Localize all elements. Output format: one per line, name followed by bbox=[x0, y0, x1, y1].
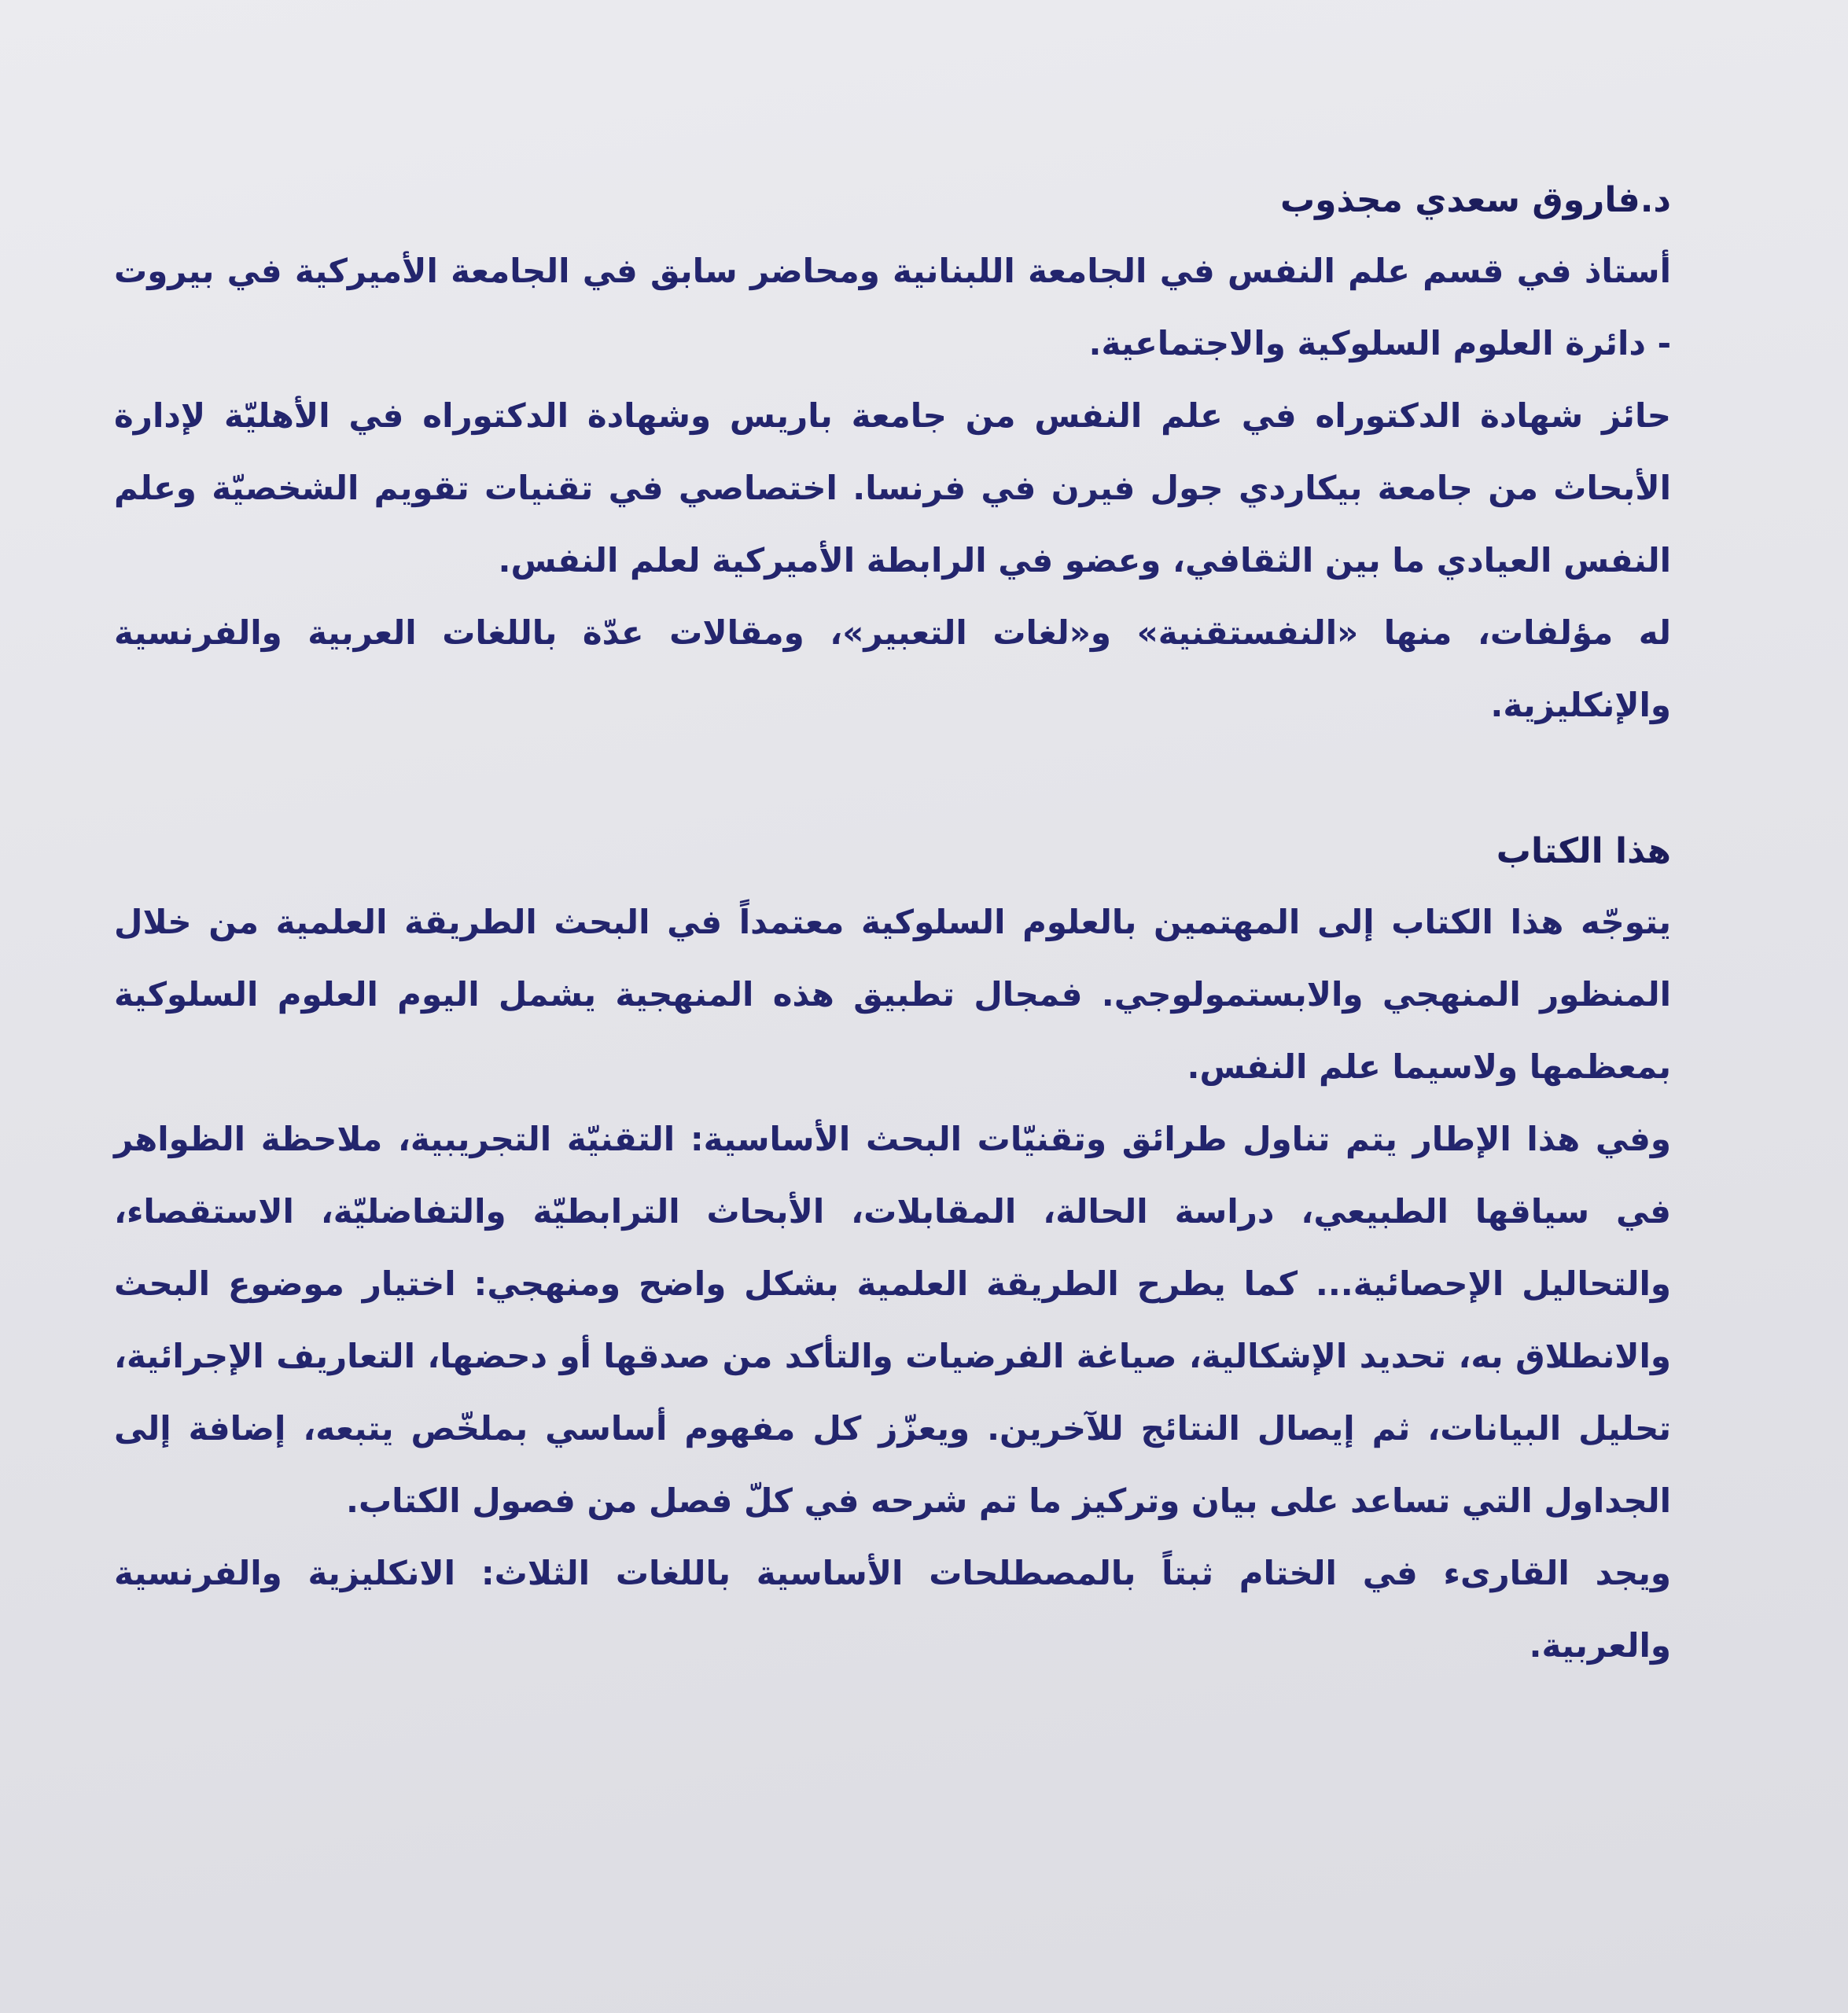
author-bio-paragraph: أستاذ في قسم علم النفس في الجامعة اللبنانية ومحاضر سابق في الجامعة الأميركية في بيروت - دائرة العلوم السلوكية والاجتماعية. bbox=[114, 252, 1671, 362]
book-description-paragraph: ويجد القارىء في الختام ثبتاً بالمصطلحات الأساسية باللغات الثلاث: الانكليزية والفرنسية والعربية. bbox=[114, 1554, 1671, 1665]
section-spacer bbox=[114, 742, 1671, 828]
book-description-paragraph: يتوجّه هذا الكتاب إلى المهتمين بالعلوم السلوكية معتمداً في البحث الطريقة العلمية من خلال المنظور المنهجي والابستمولوجي. فمجال تطبيق هذه المنهجية يشمل اليوم العلوم السلوكية بمعظمها ولاسيما علم النفس. bbox=[114, 903, 1671, 1086]
author-name: د.فاروق سعدي مجذوب bbox=[1279, 180, 1671, 220]
author-bio-paragraph: له مؤلفات، منها «النفستقنية» و«لغات التعبير»، ومقالات عدّة باللغات العربية والفرنسية والإنكليزية. bbox=[114, 613, 1671, 724]
author-section bbox=[114, 177, 1671, 742]
book-heading: هذا الكتاب bbox=[1496, 831, 1671, 871]
text-column bbox=[114, 177, 1671, 1682]
book-section bbox=[114, 828, 1671, 1682]
author-bio-paragraph: حائز شهادة الدكتوراه في علم النفس من جامعة باريس وشهادة الدكتوراه في الأهليّة لإدارة الأبحاث من جامعة بيكاردي جول فيرن في فرنسا. اختصاصي في تقنيات تقويم الشخصيّة وعلم النفس العيادي ما بين الثقافي، وعضو في الرابطة الأميركية لعلم النفس. bbox=[114, 396, 1671, 580]
book-description-paragraph: وفي هذا الإطار يتم تناول طرائق وتقنيّات البحث الأساسية: التقنيّة التجريبية، ملاحظة الظواهر في سياقها الطبيعي، دراسة الحالة، المقابلات، الأبحاث الترابطيّة والتفاضليّة، الاستقصاء، والتحاليل الإحصائية... كما يطرح الطريقة العلمية بشكل واضح ومنهجي: اختيار موضوع البحث والانطلاق به، تحديد الإشكالية، صياغة الفرضيات والتأكد من صدقها أو دحضها، التعاريف الإجرائية، تحليل البيانات، ثم إيصال النتائج للآخرين. ويعزّز كل مفهوم أساسي بملخّص يتبعه، إضافة إلى الجداول التي تساعد على بيان وتركيز ما تم شرحه في كلّ فصل من فصول الكتاب. bbox=[114, 1120, 1671, 1520]
